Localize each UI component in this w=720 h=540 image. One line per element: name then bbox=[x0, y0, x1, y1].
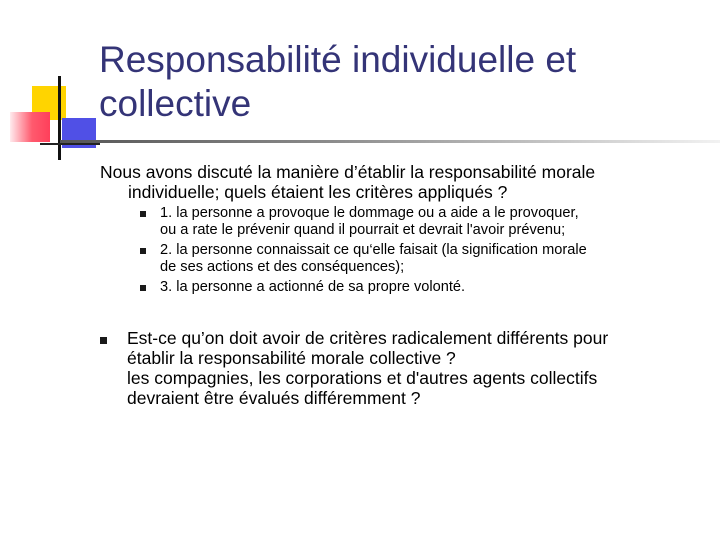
criteria-item-2-line-2: de ses actions et des conséquences); bbox=[160, 258, 405, 275]
criteria-item-1 bbox=[140, 205, 710, 238]
square-bullet-icon bbox=[140, 211, 146, 217]
square-bullet-icon bbox=[140, 285, 146, 291]
criteria-list bbox=[140, 205, 710, 300]
logo-red-square bbox=[10, 112, 50, 142]
question-line-3: les compagnies, les corporations et d'autres agents collectifs bbox=[127, 368, 598, 388]
criteria-item-1-line-2: ou a rate le prévenir quand il pourrait et devrait l'avoir prévenu; bbox=[160, 221, 566, 238]
question-line-2: établir la responsabilité morale collective ? bbox=[127, 348, 456, 368]
question-item bbox=[100, 328, 700, 408]
question-line-1: Est-ce qu’on doit avoir de critères radicalement différents pour bbox=[127, 328, 609, 348]
question-line-4: devraient être évalués différemment ? bbox=[127, 388, 421, 408]
square-bullet-icon bbox=[140, 248, 146, 254]
logo-vertical-line bbox=[58, 76, 61, 160]
criteria-item-1-line-1: 1. la personne a provoque le dommage ou a aide a le provoquer, bbox=[160, 205, 579, 221]
criteria-item-2-line-1: 2. la personne connaissait ce qu‘elle faisait (la signification morale bbox=[160, 242, 587, 258]
intro-paragraph bbox=[100, 162, 700, 202]
logo-horizontal-line bbox=[40, 143, 100, 145]
title-divider bbox=[60, 140, 720, 143]
criteria-item-3 bbox=[140, 279, 710, 296]
intro-line-2: individuelle; quels étaient les critères appliqués ? bbox=[128, 182, 508, 202]
criteria-item-3-line-1: 3. la personne a actionné de sa propre volonté. bbox=[160, 279, 466, 295]
criteria-item-2 bbox=[140, 242, 710, 275]
intro-line-1: Nous avons discuté la manière d’établir la responsabilité morale bbox=[100, 162, 596, 182]
square-bullet-icon bbox=[100, 337, 107, 344]
question-list bbox=[100, 328, 700, 408]
slide-title: Responsabilité individuelle et collective bbox=[99, 39, 577, 124]
